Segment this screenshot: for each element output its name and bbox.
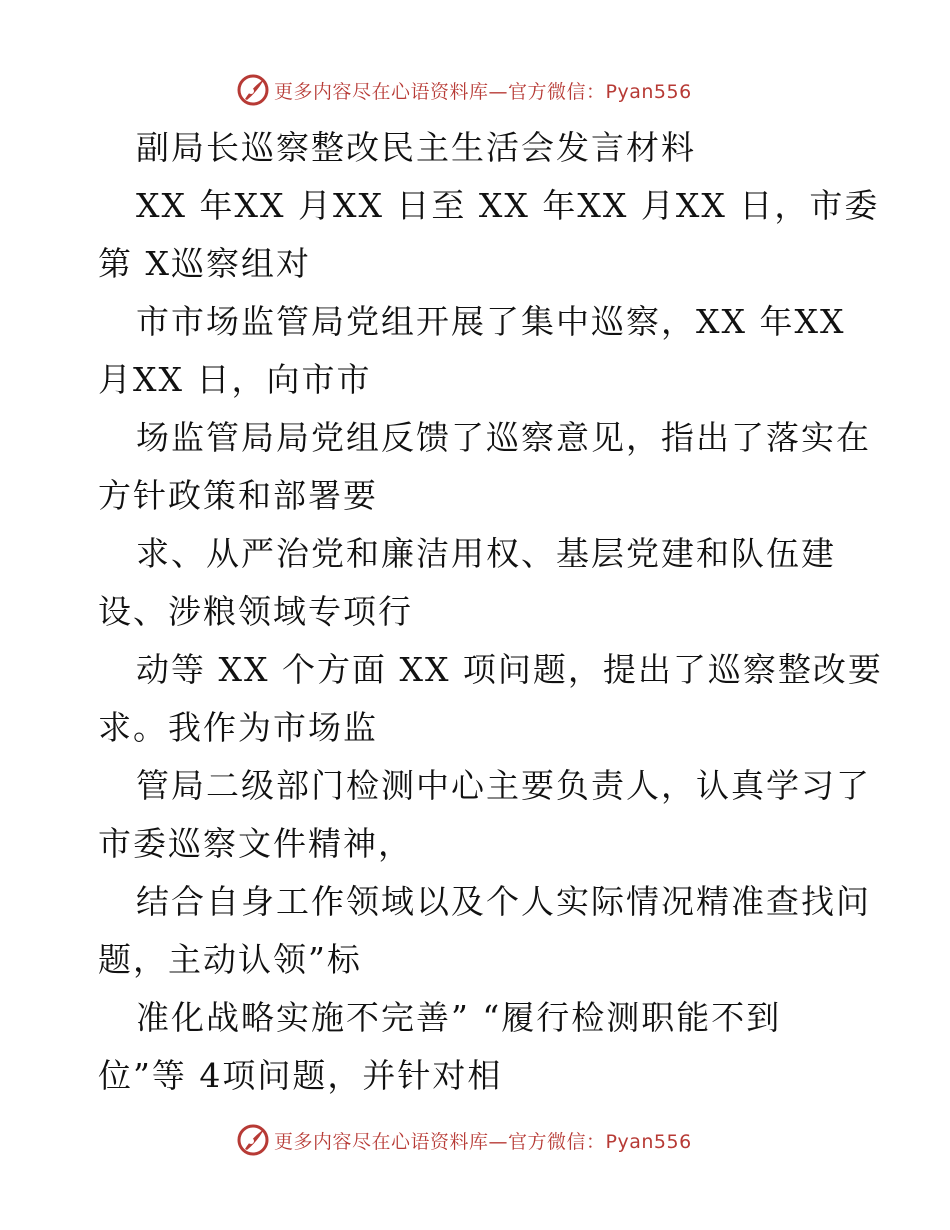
- quill-pen-logo-icon: [236, 1123, 270, 1157]
- header-watermark: [236, 72, 692, 108]
- text-line: 管局二级部门检测中心主要负责人，认真学习了: [136, 766, 871, 805]
- text-line: 市委巡察文件精神，: [98, 824, 413, 863]
- text-line: 准化战略实施不完善” “履行检测职能不到: [136, 998, 782, 1037]
- text-line: 动等 XX 个方面 XX 项问题，提出了巡察整改要: [136, 650, 883, 689]
- text-line: 位”等 4项问题，并针对相: [98, 1056, 503, 1095]
- text-line: 求。我作为市场监: [98, 708, 378, 747]
- text-line: 月XX 日，向市市: [98, 360, 372, 399]
- text-line: 求、从严治党和廉洁用权、基层党建和队伍建: [136, 534, 836, 573]
- quill-pen-logo-icon: [236, 73, 270, 107]
- text-line: 题，主动认领”标: [98, 940, 362, 979]
- watermark-text: 更多内容尽在心语资料库—官方微信：Pyan556: [274, 1130, 692, 1153]
- text-line: 第 X巡察组对: [98, 244, 311, 283]
- footer-watermark: [236, 1122, 692, 1158]
- document-title: 副局长巡察整改民主生活会发言材料: [136, 128, 696, 167]
- text-line: 设、涉粮领域专项行: [98, 592, 413, 631]
- text-line: 市市场监管局党组开展了集中巡察，XX 年XX: [136, 302, 846, 341]
- watermark-text: 更多内容尽在心语资料库—官方微信：Pyan556: [274, 80, 692, 103]
- text-line: XX 年XX 月XX 日至 XX 年XX 月XX 日，市委: [136, 186, 880, 225]
- text-line: 方针政策和部署要: [98, 476, 378, 515]
- text-line: 结合自身工作领域以及个人实际情况精准查找问: [136, 882, 871, 921]
- text-line: 场监管局局党组反馈了巡察意见，指出了落实在: [136, 418, 871, 457]
